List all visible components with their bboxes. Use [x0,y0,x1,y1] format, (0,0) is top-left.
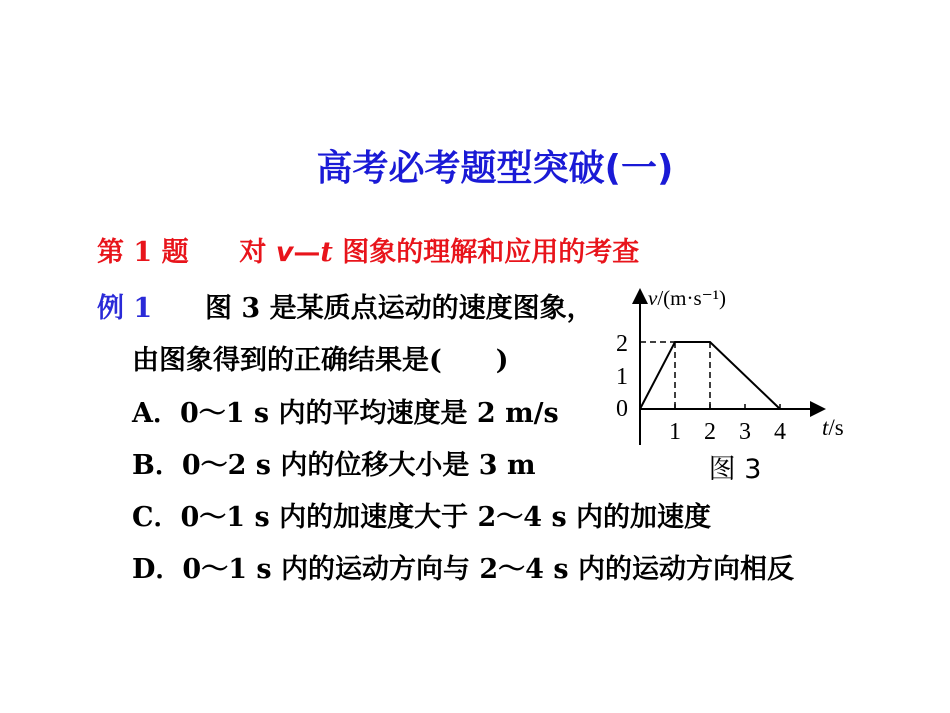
topic-v: v [275,237,294,268]
x-tick-label-4: 4 [774,419,786,445]
x-tick-label-3: 3 [739,419,751,445]
topic-t: t [320,237,333,268]
option-a-letter: A． [132,398,180,429]
topic-text-pre: 对 [239,237,276,268]
topic-label: 第 1 题 [97,237,189,268]
topic-heading [97,230,639,269]
velocity-time-graph [600,280,860,480]
x-tick-label-2: 2 [704,419,716,445]
option-b [132,443,536,482]
origin-label: 0 [616,396,628,422]
y-axis-var: v [648,286,658,310]
option-b-text: 0～2 s 内的位移大小是 3 m [181,450,536,481]
option-d [132,547,794,586]
x-axis-label [822,415,844,440]
option-a-text: 0～1 s 内的平均速度是 2 m/s [179,398,559,429]
y-axis-unit: /(m·s⁻¹) [657,286,727,310]
topic-text-post: 图象的理解和应用的考查 [332,237,640,268]
page-title: 高考必考题型突破(一) [316,148,674,189]
y-tick-1: 1 [616,364,628,390]
topic-dash: — [293,237,321,268]
x-axis-unit: /s [828,415,844,440]
option-d-text: 0～1 s 内的运动方向与 2～4 s 内的运动方向相反 [182,554,794,585]
option-d-letter: D． [132,554,183,585]
x-axis-var: t [822,415,829,440]
option-c [132,495,711,534]
figure-caption: 图 3 [708,454,762,480]
example-text-1: 图 3 是某质点运动的速度图象， [205,293,594,324]
example-line-1 [97,286,594,325]
x-tick-label-1: 1 [669,419,681,445]
example-label: 例 1 [97,293,153,324]
option-a [132,391,559,430]
option-c-letter: C． [132,502,181,533]
example-line-2: 由图象得到的正确结果是( ) [132,345,509,376]
y-axis-label [648,286,726,310]
y-tick-2: 2 [616,331,628,357]
option-b-letter: B． [132,450,182,481]
option-c-text: 0～1 s 内的加速度大于 2～4 s 内的加速度 [180,502,712,533]
